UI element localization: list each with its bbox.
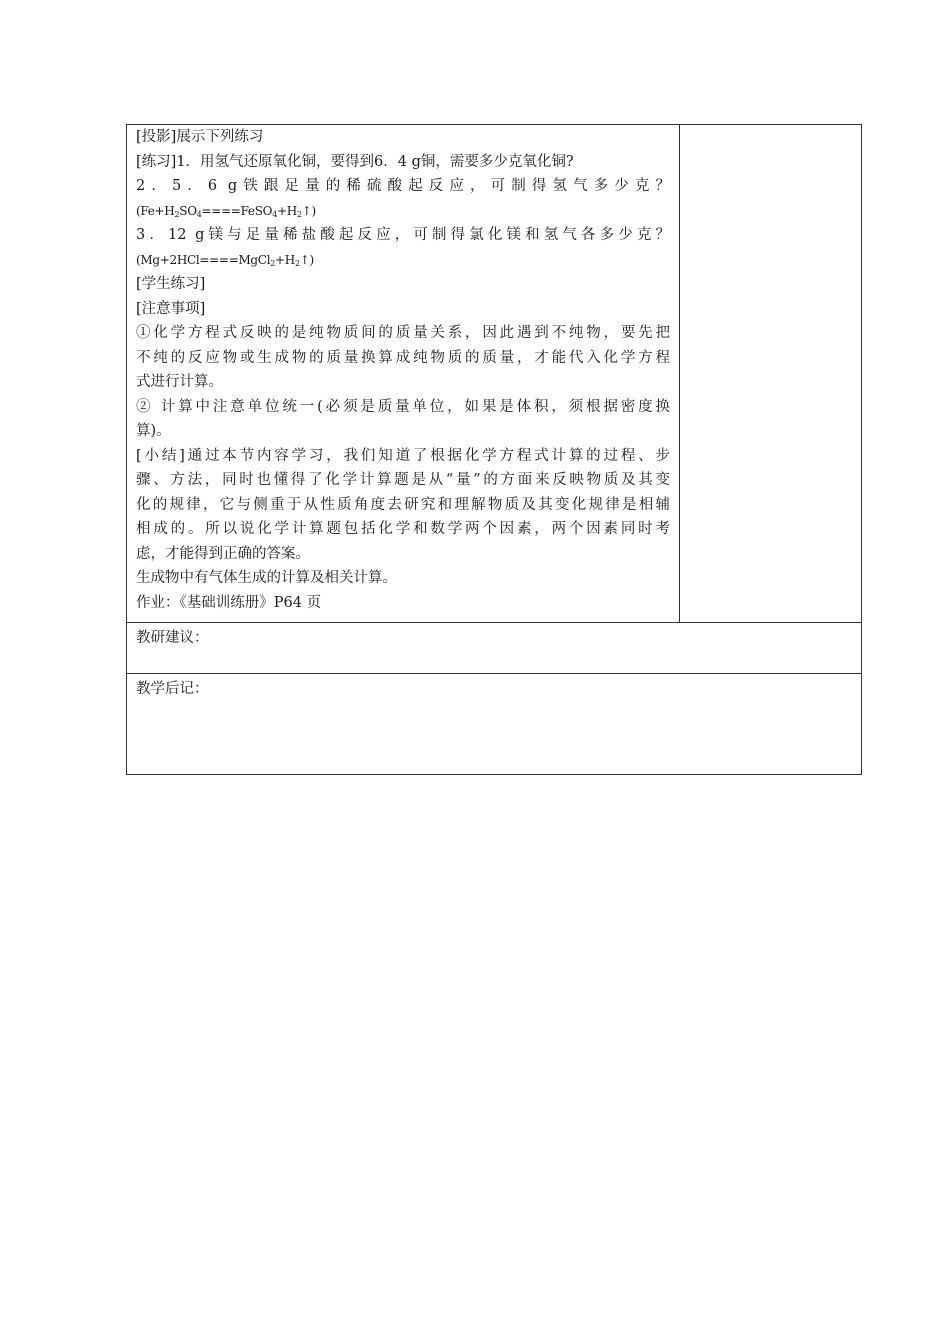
research-suggestion-label: 教研建议： — [136, 630, 209, 646]
teaching-afterword-label: 教学后记： — [136, 681, 209, 697]
equation-2: $(Mg+2HCl====MgCl_2+H_2↑)$ — [136, 252, 314, 268]
note-2-line-1: ② 计算中注意单位统一(必须是质量单位，如果是体积，须根据密度换 — [136, 398, 670, 415]
equation-1: $(Fe+H_2SO_4====FeSO_4+H_2↑)$ — [136, 203, 316, 219]
lesson-content-row — [127, 125, 861, 623]
gas-calc-line: 生成物中有气体生成的计算及相关计算。 — [136, 570, 397, 586]
note-1-line-1: ①化学方程式反映的是纯物质间的质量关系，因此遇到不纯物，要先把 — [136, 325, 670, 341]
exercise-1: [练习]1．用氢气还原氧化铜，要得到6．4 g铜，需要多少克氧化铜? — [136, 153, 574, 170]
research-suggestion-row — [127, 623, 861, 674]
summary-line-2: 骤、方法，同时也懂得了化学计算题是从“量”的方面来反映物质及其变 — [136, 472, 670, 488]
notes-column — [680, 125, 861, 622]
exercise-3: 3．12 g镁与足量稀盐酸起反应，可制得氯化镁和氢气各多少克？ — [136, 227, 670, 243]
lesson-table — [126, 124, 862, 775]
summary-line-1: [小结]通过本节内容学习，我们知道了根据化学方程式计算的过程、步 — [136, 447, 670, 464]
summary-line-5: 虑，才能得到正确的答案。 — [136, 545, 310, 562]
homework-line: 作业：《基础训练册》P64 页 — [136, 594, 322, 611]
note-2-line-2: 算)。 — [136, 423, 171, 439]
note-1-line-3: 式进行计算。 — [136, 374, 223, 390]
projection-line: [投影]展示下列练习 — [136, 129, 264, 145]
note-1-line-2: 不纯的反应物或生成物的质量换算成纯物质的质量，才能代入化学方程 — [136, 349, 670, 366]
summary-line-3: 化的规律，它与侧重于从性质角度去研究和理解物质及其变化规律是相辅 — [136, 496, 670, 513]
lesson-content-cell — [127, 125, 680, 622]
student-practice: [学生练习] — [136, 276, 206, 292]
exercise-2: 2．5．6 g铁跟足量的稀硫酸起反应，可制得氢气多少克？ — [136, 178, 670, 194]
teaching-afterword-row — [127, 674, 861, 774]
summary-line-4: 相成的。所以说化学计算题包括化学和数学两个因素，两个因素同时考 — [136, 521, 670, 537]
notes-heading: [注意事项] — [136, 300, 206, 317]
